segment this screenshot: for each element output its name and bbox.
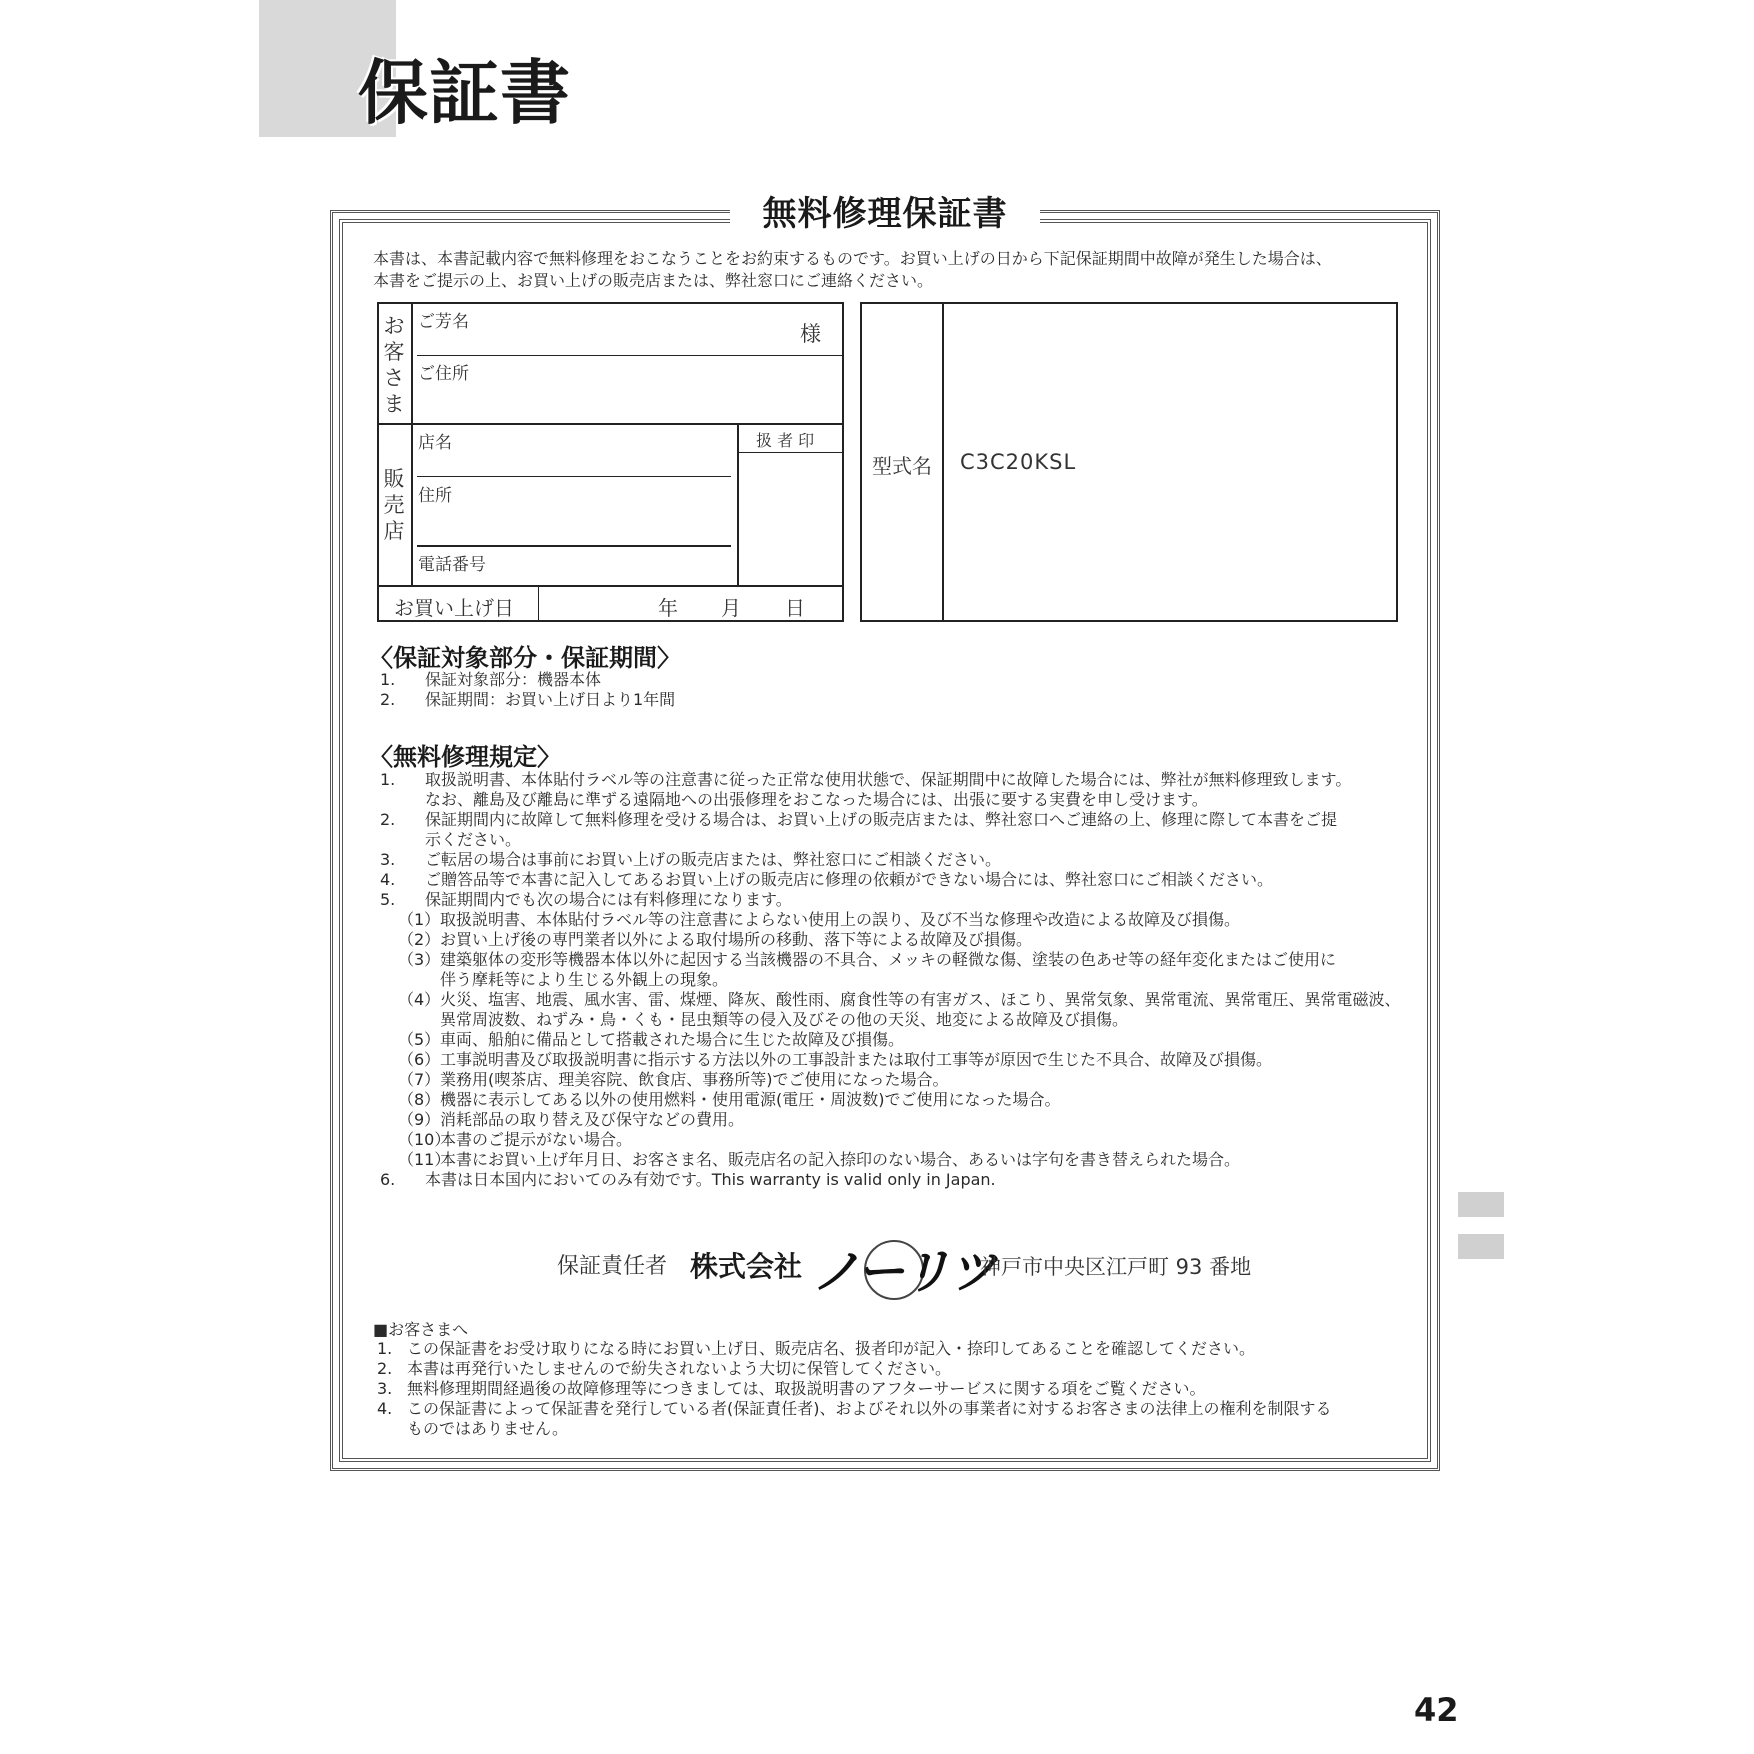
purchase-date-label: お買い上げ日 [394, 596, 514, 620]
rules-heading: 〈無料修理規定〉 [369, 743, 561, 771]
card-title: 無料修理保証書 [730, 192, 1040, 236]
store-section-label: 販 売 店 [383, 467, 405, 543]
brand-logo: ノーリツ [812, 1244, 995, 1300]
address-label: ご住所 [418, 364, 469, 384]
page-title: 保証書 [358, 52, 571, 134]
intro-text [373, 249, 1332, 293]
page-number: 42 [1414, 1691, 1459, 1729]
notice-heading: ■お客さまへ [373, 1320, 469, 1339]
coverage-heading: 〈保証対象部分・保証期間〉 [369, 644, 681, 672]
intro-line: 本書をご提示の上、お買い上げの販売店または、弊社窓口にご連絡ください。 [373, 271, 934, 290]
intro-line: 本書は、本書記載内容で無料修理をおこなうことをお約束するものです。お買い上げの日から下記保証期間中故障が発生した場合は、 [373, 249, 1332, 268]
seal-label: 扱 者 印 [756, 431, 815, 450]
honorific-label: 様 [800, 322, 821, 346]
name-label: ご芳名 [418, 312, 469, 332]
side-tab [1458, 1192, 1504, 1217]
responsible-label: 保証責任者 [557, 1254, 668, 1279]
model-value: C3C20KSL [960, 450, 1077, 474]
purchase-day-label: 日 [785, 596, 805, 620]
purchase-month-label: 月 [721, 596, 741, 620]
customer-section-label: お 客 さ ま [383, 314, 405, 416]
purchase-year-label: 年 [658, 596, 678, 620]
store-address-label: 住所 [418, 486, 452, 506]
company-address: 神戸市中央区江戸町 93 番地 [980, 1255, 1252, 1279]
store-name-label: 店名 [418, 433, 452, 453]
model-label: 型式名 [872, 454, 932, 478]
side-tab [1458, 1234, 1504, 1259]
store-phone-label: 電話番号 [418, 555, 486, 575]
company-name: 株式会社 [690, 1250, 803, 1283]
